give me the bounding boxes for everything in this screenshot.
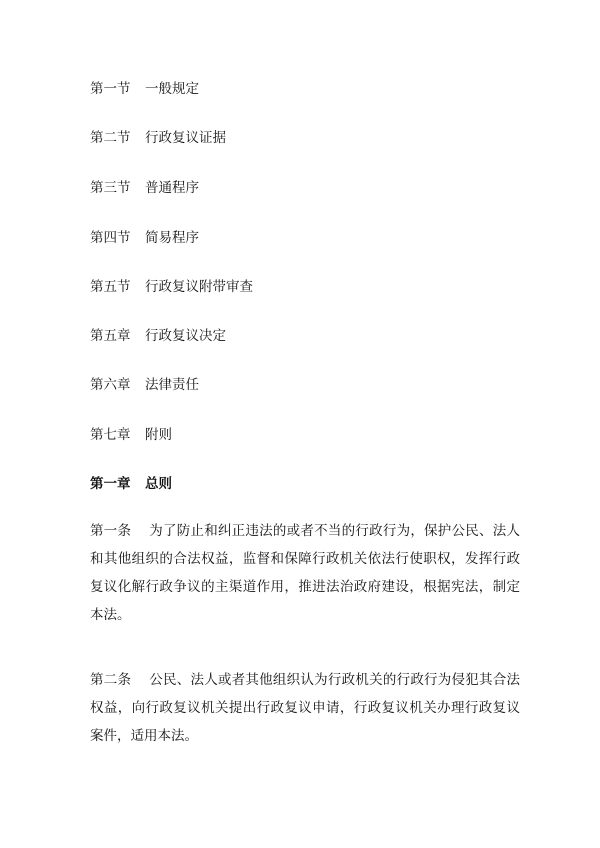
toc-entry xyxy=(90,277,253,297)
toc-entry-number: 第二节 xyxy=(90,130,131,146)
toc-entry-number: 第六章 xyxy=(90,377,131,393)
chapter-heading xyxy=(90,474,172,494)
toc-entry-title: 行政复议附带审查 xyxy=(145,279,253,295)
article-number: 第二条 xyxy=(90,672,132,688)
article-paragraph xyxy=(90,517,520,629)
chapter-title: 总则 xyxy=(145,476,172,492)
toc-entry-title: 法律责任 xyxy=(145,377,199,393)
toc-entry-title: 简易程序 xyxy=(145,230,199,246)
article-text: 为了防止和纠正违法的或者不当的行政行为，保护公民、法人和其他组织的合法权益，监督和保障行政机关依法行使职权，发挥行政复议化解行政争议的主渠道作用，推进法治政府建设，根据宪法，制定本法。 xyxy=(90,523,521,623)
toc-entry-title: 行政复议证据 xyxy=(145,130,226,146)
toc-entry xyxy=(90,326,226,346)
toc-entry xyxy=(90,79,199,99)
toc-entry-title: 行政复议决定 xyxy=(145,328,226,344)
toc-entry-number: 第五章 xyxy=(90,328,131,344)
toc-entry xyxy=(90,178,199,198)
toc-entry xyxy=(90,425,172,445)
toc-entry-number: 第五节 xyxy=(90,279,131,295)
toc-entry-number: 第四节 xyxy=(90,230,131,246)
toc-entry-title: 一般规定 xyxy=(145,81,199,97)
toc-entry xyxy=(90,128,226,148)
toc-entry-number: 第一节 xyxy=(90,81,131,97)
article-number: 第一条 xyxy=(90,523,132,539)
toc-entry-number: 第三节 xyxy=(90,180,131,196)
toc-entry xyxy=(90,375,199,395)
toc-entry-title: 附则 xyxy=(145,427,172,443)
article-text: 公民、法人或者其他组织认为行政机关的行政行为侵犯其合法权益，向行政复议机关提出行政复议申请，行政复议机关办理行政复议案件，适用本法。 xyxy=(90,672,521,744)
toc-entry xyxy=(90,228,199,248)
toc-entry-title: 普通程序 xyxy=(145,180,199,196)
article-paragraph xyxy=(90,666,520,750)
toc-entry-number: 第七章 xyxy=(90,427,131,443)
chapter-number: 第一章 xyxy=(90,476,131,492)
